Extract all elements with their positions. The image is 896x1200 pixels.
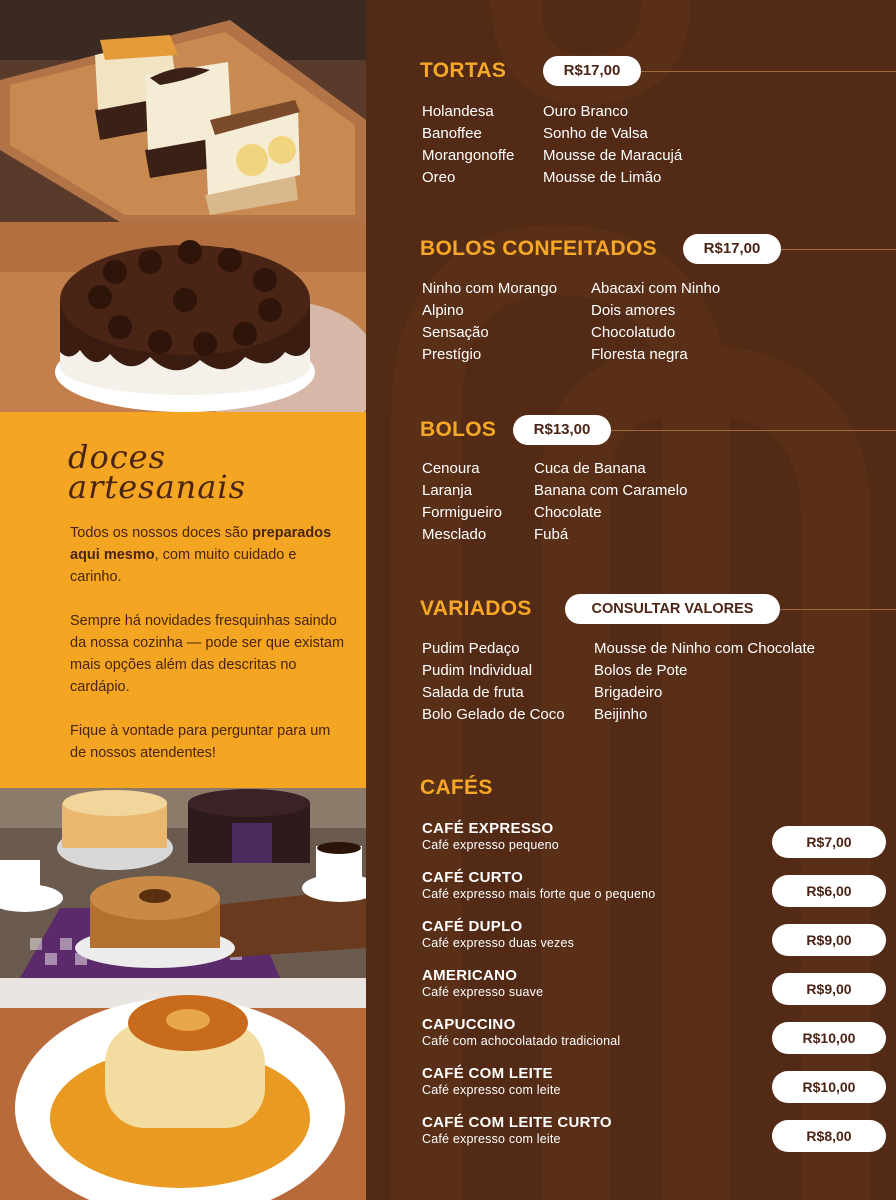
bolos-price: R$13,00 <box>513 415 611 445</box>
bolos-title: BOLOS <box>420 418 497 441</box>
tortas-price: R$17,00 <box>543 56 641 86</box>
menu-item: Bolos de Pote <box>594 662 688 679</box>
cafe-desc: Café com achocolatado tradicional <box>422 1034 621 1048</box>
cafe-price: R$10,00 <box>772 1022 886 1054</box>
tortas-col2 <box>543 101 682 189</box>
promo-title-line1: doces <box>68 438 167 476</box>
menu-item: Bolo Gelado de Coco <box>422 706 565 723</box>
menu-item: Morangonoffe <box>422 147 515 164</box>
menu-item: Ouro Branco <box>543 103 629 120</box>
menu-item: Mousse de Maracujá <box>543 147 683 164</box>
menu-item: Cenoura <box>422 460 480 477</box>
pudim-photo <box>0 978 366 1200</box>
menu-panel <box>366 0 896 1200</box>
cafe-name: AMERICANO <box>422 967 518 984</box>
tortas-photo <box>0 0 366 222</box>
cafes-title: CAFÉS <box>420 776 493 799</box>
tortas-rule <box>641 71 896 72</box>
cafe-desc: Café expresso com leite <box>422 1083 561 1097</box>
cafe-item <box>422 869 852 902</box>
bolos-col1 <box>422 458 502 546</box>
bolos-confeitados-title: BOLOS CONFEITADOS <box>420 237 657 260</box>
menu-item: Holandesa <box>422 103 494 120</box>
cafe-desc: Café expresso duas vezes <box>422 936 575 950</box>
menu-item: Banana com Caramelo <box>534 482 688 499</box>
cafe-price: R$9,00 <box>772 973 886 1005</box>
variados-price: CONSULTAR VALORES <box>565 594 780 624</box>
menu-item: Prestígio <box>422 346 482 363</box>
menu-item: Pudim Pedaço <box>422 640 520 657</box>
menu-item: Salada de fruta <box>422 684 524 701</box>
promo-text <box>70 522 345 786</box>
menu-item: Sonho de Valsa <box>543 125 648 142</box>
cafe-price: R$9,00 <box>772 924 886 956</box>
bolos-confeitados-price: R$17,00 <box>683 234 781 264</box>
cafe-name: CAFÉ DUPLO <box>422 918 523 935</box>
cafe-name: CAFÉ EXPRESSO <box>422 820 554 837</box>
menu-item: Fubá <box>534 526 569 543</box>
cafe-name: CAFÉ COM LEITE CURTO <box>422 1114 612 1131</box>
cafe-item <box>422 918 852 951</box>
menu-item: Laranja <box>422 482 473 499</box>
bolos-confeitados-rule <box>781 249 896 250</box>
bolos-cafe-photo <box>0 788 366 978</box>
menu-item: Abacaxi com Ninho <box>591 280 721 297</box>
cafe-price: R$10,00 <box>772 1071 886 1103</box>
tortas-title: TORTAS <box>420 59 507 82</box>
menu-item: Brigadeiro <box>594 684 663 701</box>
cafe-item <box>422 967 852 1000</box>
menu-item: Alpino <box>422 302 464 319</box>
variados-rule <box>780 609 896 610</box>
cafe-item <box>422 820 852 853</box>
cafe-name: CAFÉ CURTO <box>422 869 524 886</box>
menu-item: Cuca de Banana <box>534 460 646 477</box>
bolos-rule <box>611 430 896 431</box>
promo-title <box>68 438 247 506</box>
promo-title-line2: artesanais <box>68 468 247 506</box>
promo-paragraph-1: Todos os nossos doces são preparados aqui mesmo, com muito cuidado e carinho. <box>70 525 332 585</box>
left-column <box>0 0 366 1200</box>
cafe-item <box>422 1065 856 1098</box>
cafe-desc: Café expresso pequeno <box>422 838 559 852</box>
menu-item: Chocolate <box>534 504 602 521</box>
cafe-desc: Café expresso mais forte que o pequeno <box>422 887 656 901</box>
menu-item: Chocolatudo <box>591 324 676 341</box>
bolos-confeitados-col1 <box>422 278 557 366</box>
tortas-col1 <box>422 101 514 189</box>
bolos-confeitados-col2 <box>591 278 720 366</box>
menu-item: Mousse de Ninho com Chocolate <box>594 640 815 657</box>
menu-item: Oreo <box>422 169 456 186</box>
variados-title: VARIADOS <box>420 597 532 620</box>
cafe-price: R$8,00 <box>772 1120 886 1152</box>
variados-col1 <box>422 638 565 726</box>
menu-item: Dois amores <box>591 302 676 319</box>
cafe-price: R$7,00 <box>772 826 886 858</box>
menu-item: Mousse de Limão <box>543 169 662 186</box>
menu-item: Pudim Individual <box>422 662 533 679</box>
menu-item: Formigueiro <box>422 504 503 521</box>
menu-item: Beijinho <box>594 706 648 723</box>
menu-item: Floresta negra <box>591 346 688 363</box>
variados-col2 <box>594 638 815 726</box>
cafe-price: R$6,00 <box>772 875 886 907</box>
promo-paragraph-3: Fique à vontade para perguntar para um de nossos atendentes! <box>70 723 331 761</box>
menu-item: Sensação <box>422 324 489 341</box>
bolo-confeitado-photo <box>0 222 366 412</box>
promo-paragraph-2: Sempre há novidades fresquinhas saindo da nossa cozinha — pode ser que existam mais opções além das descritas no cardápio. <box>70 613 345 695</box>
cafe-item <box>422 1114 852 1147</box>
menu-item: Mesclado <box>422 526 487 543</box>
cafe-desc: Café expresso suave <box>422 985 544 999</box>
cafe-item <box>422 1016 856 1049</box>
bolos-col2 <box>534 458 687 546</box>
promo-panel <box>0 412 366 788</box>
cafe-name: CAPUCCINO <box>422 1016 516 1033</box>
menu-item: Ninho com Morango <box>422 280 558 297</box>
cafe-name: CAFÉ COM LEITE <box>422 1065 553 1082</box>
cafe-desc: Café expresso com leite <box>422 1132 561 1146</box>
menu-item: Banoffee <box>422 125 482 142</box>
